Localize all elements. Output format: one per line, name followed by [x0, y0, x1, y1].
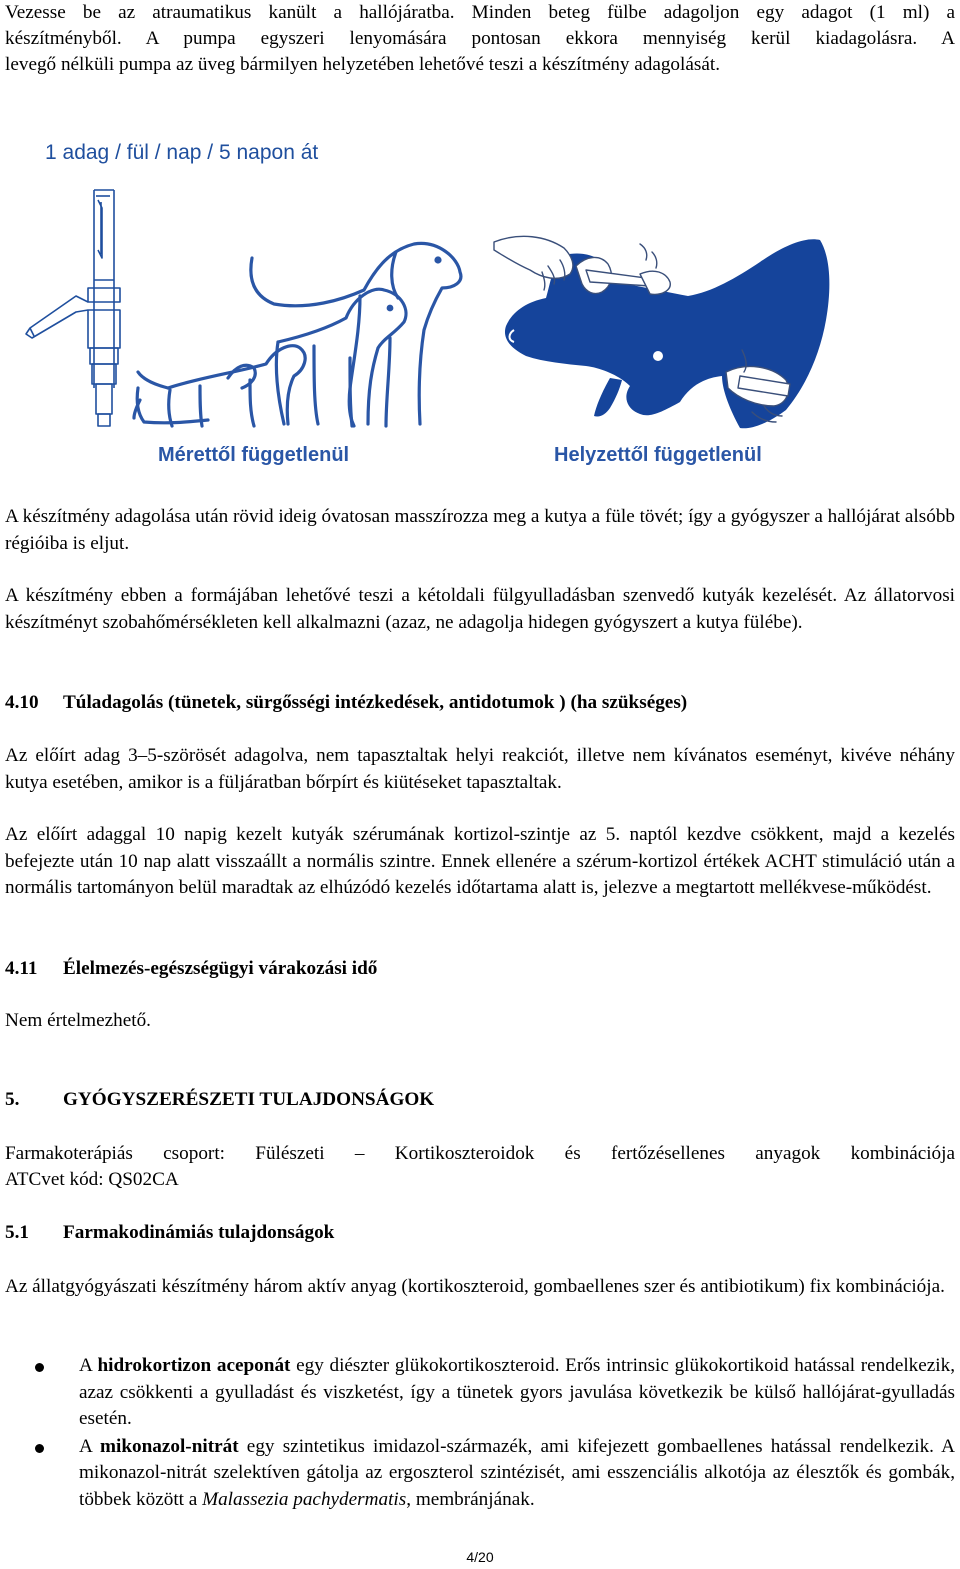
- section-number: 4.11: [5, 958, 38, 979]
- bullet-tail: , membránjának.: [406, 1488, 535, 1510]
- para-withdrawal: Nem értelmezhető.: [5, 1010, 151, 1031]
- para-massage: A készítmény adagolása után rövid ideig óvatosan masszírozza meg a kutya a füle tövét; így a gyógyszer a hallójárat alsóbb régióiba is eljut.: [5, 506, 956, 554]
- active-ingredients-list: [0, 1353, 960, 1513]
- bullet-prefix: A: [79, 1355, 98, 1376]
- section-4-11-heading: [5, 956, 377, 982]
- intro-line-3: levegő nélküli pumpa az üveg bármilyen helyzetében lehetővé teszi a készítmény adagolását.: [5, 54, 720, 75]
- ingredient-name: hidrokortizon aceponát: [97, 1355, 291, 1376]
- atcvet-code: ATCvet kód: QS02CA: [5, 1169, 179, 1190]
- section-5-heading: [5, 1087, 434, 1113]
- section-4-10-heading: [5, 690, 687, 716]
- dose-label: 1 adag / fül / nap / 5 napon át: [45, 141, 319, 164]
- para-combination: Az állatgyógyászati készítmény három aktív anyag (kortikoszteroid, gombaellenes szer és antibiotikum) fix kombinációja.: [5, 1276, 945, 1297]
- section-title: Élelmezés-egészségügyi várakozási idő: [63, 958, 378, 979]
- caption-position-independent: Helyzettől függetlenül: [554, 444, 762, 466]
- para-bilateral: A készítmény ebben a formájában lehetővé teszi a kétoldali fülgyulladásban szenvedő kutyák kezelését. Az állatorvosi készítményt szobahőmérsékleten kell alkalmazni (azaz, ne adagolja hidegen gyógyszert a kutya fülébe).: [5, 585, 955, 633]
- bullet-icon: [35, 1444, 44, 1453]
- section-5-1-heading: [5, 1220, 334, 1246]
- list-item: [0, 1353, 955, 1433]
- bullet-prefix: A: [79, 1435, 101, 1457]
- para-overdose-1: Az előírt adag 3–5-szörösét adagolva, nem tapasztaltak helyi reakciót, illetve nem kívánatos eseményt, kivéve néhány kutya esetében, amikor is a füljáratban bőrpírt és kiütéseket tapasztaltak.: [5, 745, 955, 793]
- section-title: Farmakodinámiás tulajdonságok: [63, 1222, 335, 1243]
- para-overdose-2: Az előírt adaggal 10 napig kezelt kutyák szérumának kortizol-szintje az 5. naptól kezdve csökkent, majd a kezelés befejezte után 10 nap alatt visszaállt a normális szintre. Ennek ellenére a szérum-kortizol értékek ACHT stimuláció után a normális tartományon belül maradtak az elhúzódó kezelés időtartama alatt is, jelezve a megtartott mellékvese-működést.: [5, 824, 955, 898]
- section-title: GYÓGYSZERÉSZETI TULAJDONSÁGOK: [63, 1089, 435, 1110]
- dogs-sizes-icon: [128, 238, 473, 430]
- pump-bottle-icon: [22, 188, 132, 428]
- list-item: [0, 1434, 955, 1514]
- dog-head-treatment-icon: [490, 226, 840, 436]
- ingredient-name: mikonazol-nitrát: [100, 1435, 239, 1457]
- bullet-text: egy szintetikus imidazol-származék, ami kifejezett gombaellenes hatással rendelkezik. A mikonazol-nitrát szelektíven gátolja az ergoszterol szintézisét, ami esszenciális alkotója az élesztők és gombák, többek között a: [79, 1435, 955, 1510]
- section-title: Túladagolás (tünetek, sürgősségi intézkedések, antidotumok ) (ha szükséges): [63, 692, 688, 713]
- intro-line-2: készítményből. A pumpa egyszeri lenyomására pontosan ekkora mennyiség kerül kiadagolásra. A: [5, 28, 955, 49]
- pharmaco-group: Farmakoterápiás csoport: Fülészeti – Kortikoszteroidok és fertőzésellenes anyagok kombinációja: [5, 1143, 955, 1164]
- organism-name: Malassezia pachydermatis: [202, 1488, 407, 1510]
- caption-size-independent: Mérettől függetlenül: [158, 444, 350, 466]
- bullet-icon: [35, 1363, 44, 1372]
- page-number: 4/20: [466, 1549, 494, 1565]
- section-number: 5.: [5, 1089, 20, 1110]
- section-number: 4.10: [5, 692, 39, 713]
- bullet-text: egy diészter glükokortikoszteroid. Erős intrinsic glükokortikoid hatással rendelkezik, azaz csökkenti a gyulladást és viszketést, így a tünetek gyors javulása következik be külső hallójárat-gyulladás esetén.: [79, 1355, 956, 1429]
- intro-line-1: Vezesse be az atraumatikus kanült a hallójáratba. Minden beteg fülbe adagoljon egy adagot (1 ml) a: [5, 2, 955, 23]
- section-number: 5.1: [5, 1222, 29, 1243]
